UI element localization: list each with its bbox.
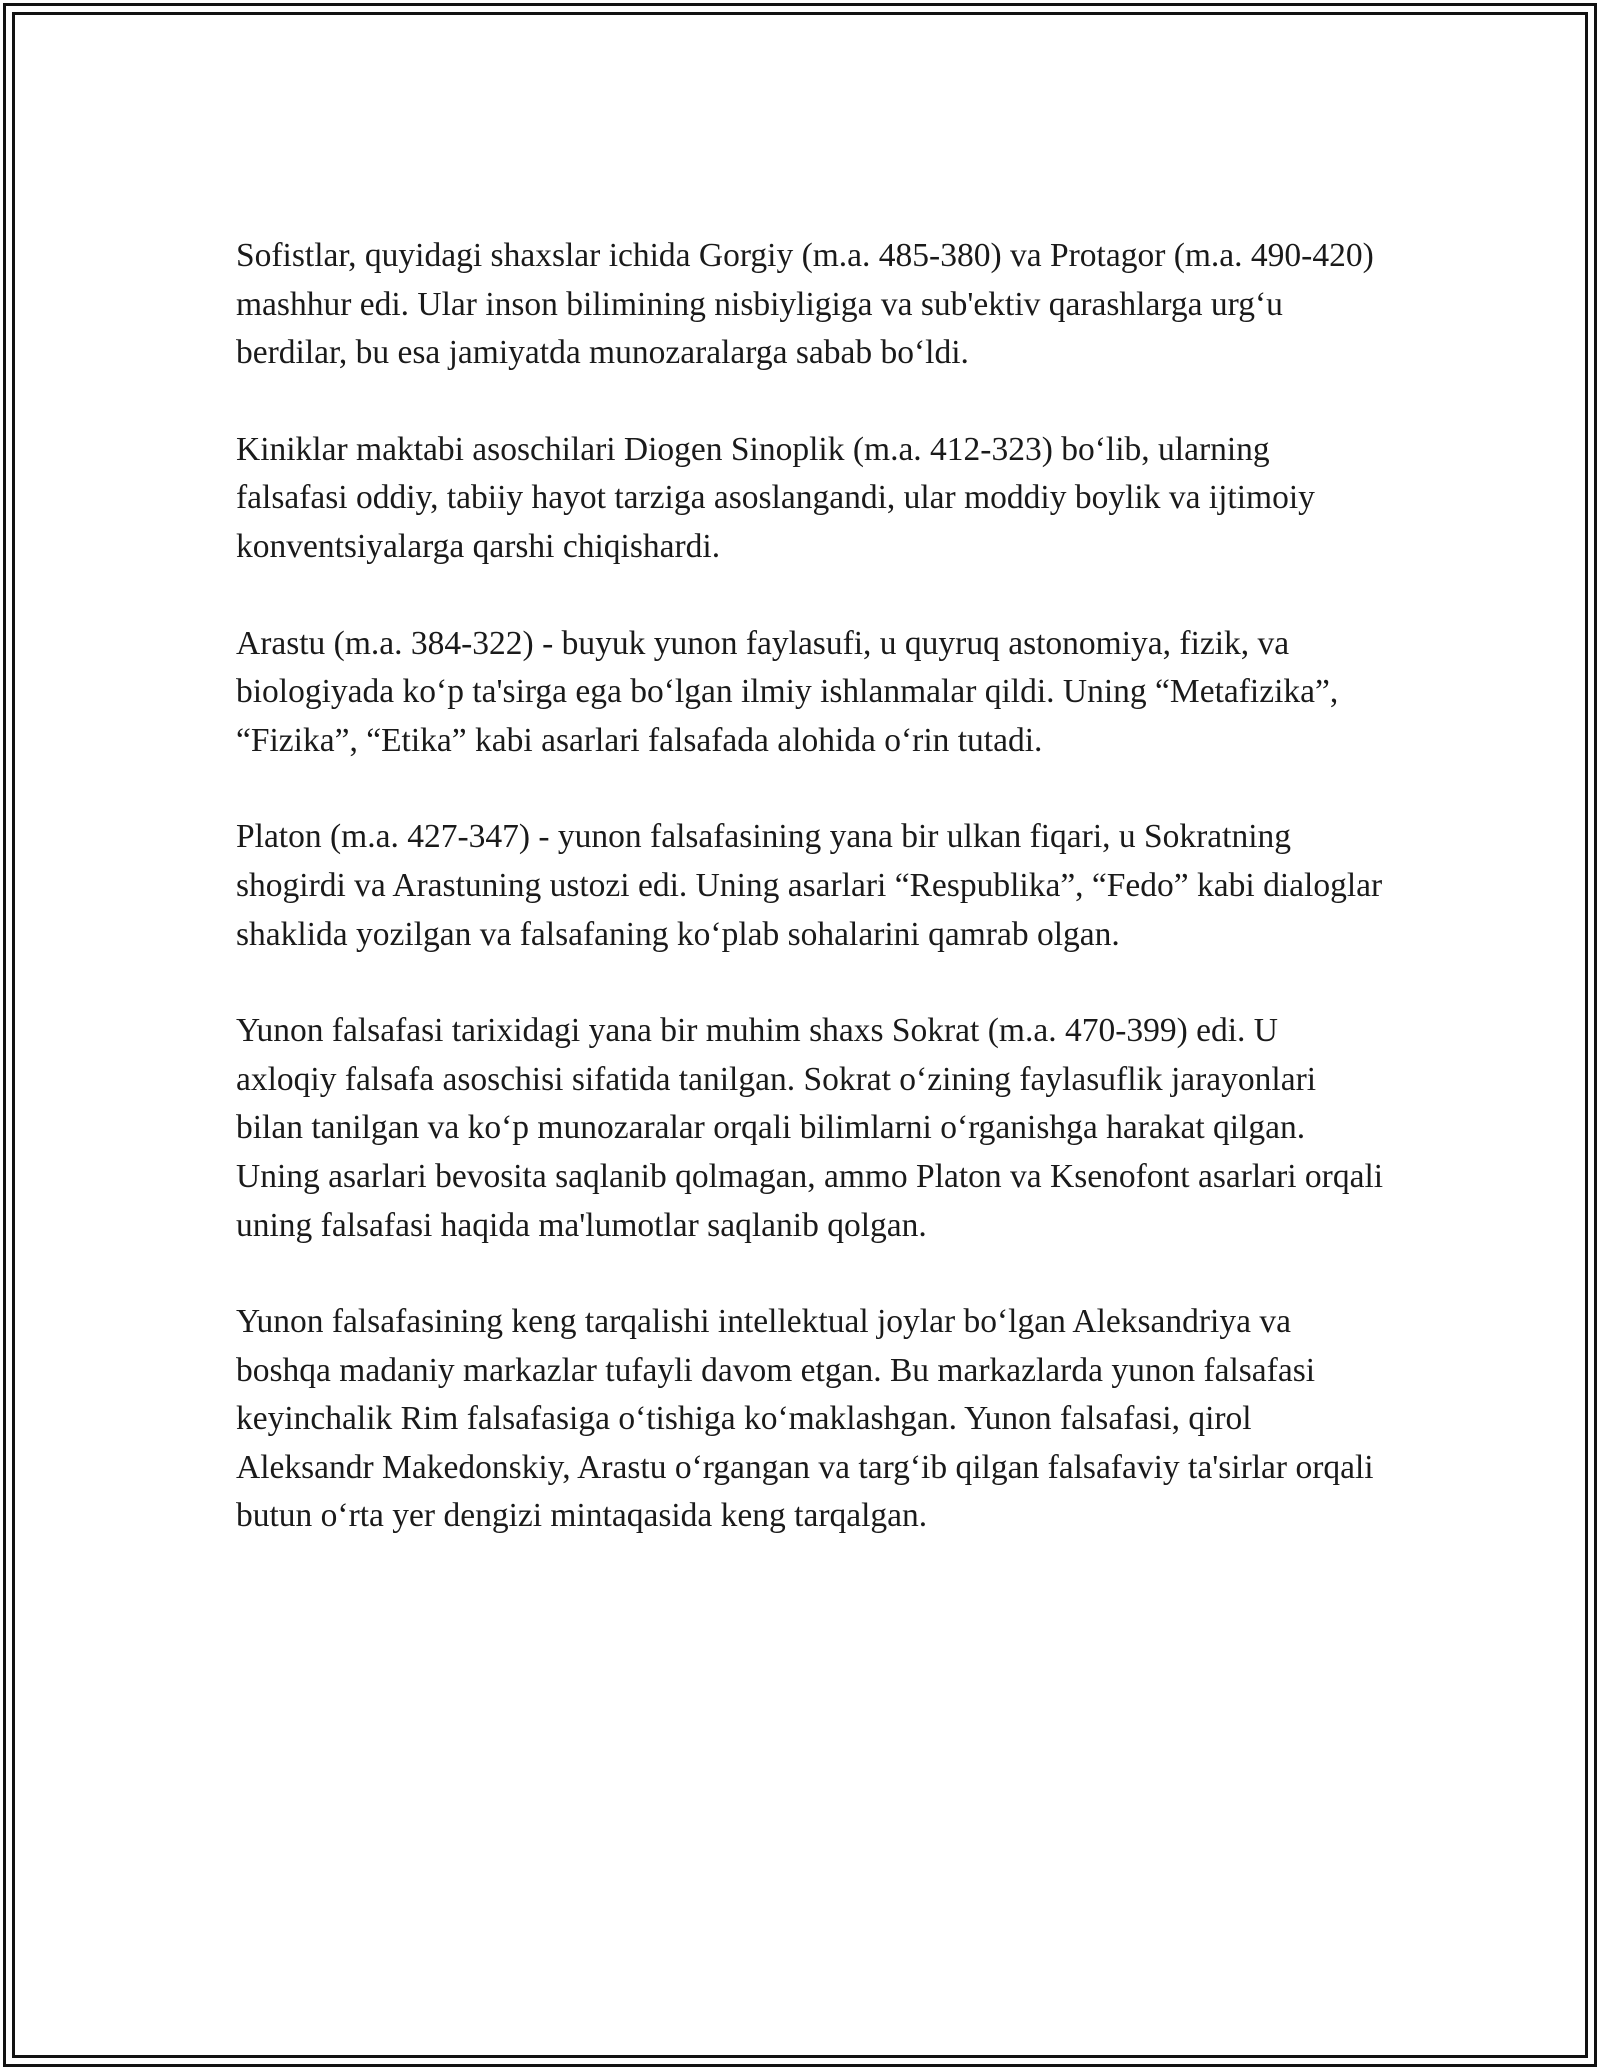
paragraph-spread: Yunon falsafasining keng tarqalishi intellektual joylar bo‘lgan Aleksandriya va boshqa madaniy markazlar tufayli davom etgan. Bu markazlarda yunon falsafasi keyinchalik Rim falsafasiga o‘tishiga ko‘maklashgan. Yunon falsafasi, qirol Aleksandr Makedonskiy, Arastu o‘rgangan va targ‘ib qilgan falsafaviy ta'sirlar orqali butun o‘rta yer dengizi mintaqasida keng tarqalgan. xyxy=(236,1303,1374,1535)
paragraph-aristotle: Arastu (m.a. 384-322) - buyuk yunon faylasufi, u quyruq astonomiya, fizik, va biologiyada ko‘p ta'sirga ega bo‘lgan ilmiy ishlanmalar qildi. Uning “Metafizika”, “Fizika”, “Etika” kabi asarlari falsafada alohida o‘rin tutadi. xyxy=(236,624,1339,759)
document-body xyxy=(236,232,1386,1589)
paragraph-socrates: Yunon falsafasi tarixidagi yana bir muhim shaxs Sokrat (m.a. 470-399) edi. U axloqiy falsafa asoschisi sifatida tanilgan. Sokrat o‘zining faylasuflik jarayonlari bilan tanilgan va ko‘p munozaralar orqali bilimlarni o‘rganishga harakat qilgan. Uning asarlari bevosita saqlanib qolmagan, ammo Platon va Ksenofont asarlari orqali uning falsafasi haqida ma'lumotlar saqlanib qolgan. xyxy=(236,1012,1384,1244)
paragraph-cynics: Kiniklar maktabi asoschilari Diogen Sinoplik (m.a. 412-323) bo‘lib, ularning falsafasi oddiy, tabiiy hayot tarziga asoslangandi, ular moddiy boylik va ijtimoiy konventsiyalarga qarshi chiqishardi. xyxy=(236,430,1315,565)
paragraph-plato: Platon (m.a. 427-347) - yunon falsafasining yana bir ulkan fiqari, u Sokratning shogirdi va Arastuning ustozi edi. Uning asarlari “Respublika”, “Fedo” kabi dialoglar shaklida yozilgan va falsafaning ko‘plab sohalarini qamrab olgan. xyxy=(236,818,1383,953)
paragraph-sophists: Sofistlar, quyidagi shaxslar ichida Gorgiy (m.a. 485-380) va Protagor (m.a. 490-420) mashhur edi. Ular inson bilimining nisbiyligiga va sub'ektiv qarashlarga urg‘u berdilar, bu esa jamiyatda munozaralarga sabab bo‘ldi. xyxy=(236,237,1374,372)
